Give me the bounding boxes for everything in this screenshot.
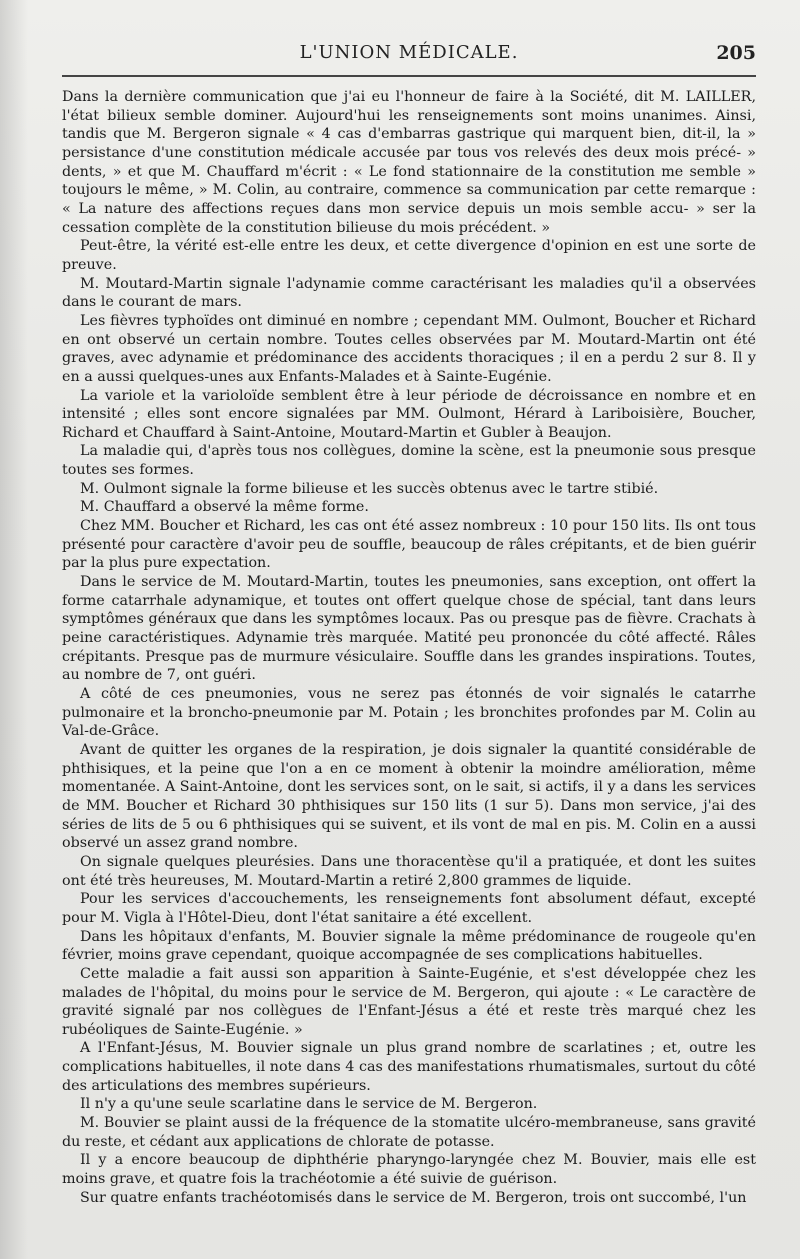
page-header xyxy=(62,42,756,82)
paragraph: M. Chauffard a observé la même forme. xyxy=(80,499,369,516)
paragraph: Cette maladie a fait aussi son apparition à Sainte-Eugénie, et s'est développée chez les malades de l'hôpital, du moins pour le service de M. Bergeron, qui ajoute : « Le caractère de gravité signalé par nos collègues de l'Enfant-Jésus a été et reste très marqué chez les rubéoliques de Sainte-Eugénie. » xyxy=(62,965,756,1038)
paragraph: Les fièvres typhoïdes ont diminué en nombre ; cependant MM. Oulmont, Boucher et Richard en ont observé un certain nombre. Toutes celles observées par M. Moutard-Martin ont été graves, avec adynamie et prédominance des accidents thoraciques ; il en a perdu 2 sur 8. Il y en a aussi quelques-unes aux Enfants-Malades et à Sainte-Eugénie. xyxy=(62,312,756,385)
paragraph: M. Moutard-Martin signale l'adynamie comme caractérisant les maladies qu'il a observées dans le courant de mars. xyxy=(62,275,756,311)
paragraph: Pour les services d'accouchements, les renseignements font absolument défaut, excepté pour M. Vigla à l'Hôtel-Dieu, dont l'état sanitaire a été excellent. xyxy=(62,891,756,926)
paragraph: Il y a encore beaucoup de diphthérie pharyngo-laryngée chez M. Bouvier, mais elle est moins grave, et quatre fois la trachéotomie a été suivie de guérison. xyxy=(62,1152,756,1188)
paragraph: M. Bouvier se plaint aussi de la fréquence de la stomatite ulcéro-membraneuse, sans gravité du reste, et cédant aux applications de chlorate de potasse. xyxy=(62,1115,756,1150)
paragraph: Chez MM. Boucher et Richard, les cas ont été assez nombreux : 10 pour 150 lits. Ils ont tous présenté pour caractère d'avoir peu de souffle, beaucoup de râles crépitants, et de bien guérir par la plus pure expectation. xyxy=(62,518,756,572)
paragraph: A l'Enfant-Jésus, M. Bouvier signale un plus grand nombre de scarlatines ; et, outre les complications habituelles, il note dans 4 cas des manifestations rhumatismales, surtout du côté des articulations des membres supérieurs. xyxy=(62,1040,756,1094)
body-text xyxy=(62,88,756,1207)
paragraph: On signale quelques pleurésies. Dans une thoracentèse qu'il a pratiquée, et dont les suites ont été très heureuses, M. Moutard-Martin a retiré 2,800 grammes de liquide. xyxy=(62,853,756,889)
paragraph: Dans les hôpitaux d'enfants, M. Bouvier signale la même prédominance de rougeole qu'en février, moins grave cependant, quoique accompagnée de ses complications habituelles. xyxy=(62,928,756,964)
paragraph: M. Oulmont signale la forme bilieuse et les succès obtenus avec le tartre stibié. xyxy=(80,480,659,497)
paragraph: Dans le service de M. Moutard-Martin, toutes les pneumonies, sans exception, ont offert la forme catarrhale adynamique, et toutes ont offert quelque chose de spécial, tant dans leurs symptômes généraux que dans les symptômes locaux. Pas ou presque pas de fièvre. Crachats à peine caractéristiques. Adynamie très marquée. Matité peu prononcée du côté affecté. Râles crépitants. Presque pas de murmure vésiculaire. Souffle dans les grandes inspirations. Toutes, au nombre de 7, ont guéri. xyxy=(62,574,756,684)
running-title: L'UNION MÉDICALE. xyxy=(299,42,519,63)
paragraph: Il n'y a qu'une seule scarlatine dans le service de M. Bergeron. xyxy=(80,1096,538,1113)
paragraph: Sur quatre enfants trachéotomisés dans le service de M. Bergeron, trois ont succombé, l'un xyxy=(80,1189,747,1206)
paragraph: Dans la dernière communication que j'ai eu l'honneur de faire à la Société, dit M. LAILLER, l'état bilieux semble dominer. Aujourd'hui les renseignements sont moins unanimes. Ainsi, tandis que M. Bergeron signale « 4 cas d'embarras gastrique qui marquent bien, dit-il, la » persistance d'une constitution médicale accusée par tous vos relevés des deux mois précé- » dents, » et que M. Chauffard m'écrit : « Le fond stationnaire de la constitution me semble » toujours le même, » M. Colin, au contraire, commence sa communication par cette remarque : « La nature des affections reçues dans mon service depuis un mois semble accu- » ser la cessation complète de la constitution bilieuse du mois précédent. » xyxy=(62,89,756,236)
paragraph: Avant de quitter les organes de la respiration, je dois signaler la quantité considérable de phthisiques, et la peine que l'on a en ce moment à obtenir la moindre amélioration, même momentanée. A Saint-Antoine, dont les services sont, on le sait, si actifs, il y a dans les services de MM. Boucher et Richard 30 phthisiques sur 150 lits (1 sur 5). Dans mon service, j'ai des séries de lits de 5 ou 6 phthisiques qui se suivent, et ils vont de mal en pis. M. Colin en a aussi observé un assez grand nombre. xyxy=(62,741,756,852)
paragraph: La maladie qui, d'après tous nos collègues, domine la scène, est la pneumonie sous presque toutes ses formes. xyxy=(62,443,756,479)
paragraph: A côté de ces pneumonies, vous ne serez pas étonnés de voir signalés le catarrhe pulmonaire et la broncho-pneumonie par M. Potain ; les bronchites profondes par M. Colin au Val-de-Grâce. xyxy=(62,686,756,740)
paragraph: La variole et la varioloïde semblent être à leur période de décroissance en nombre et en intensité ; elles sont encore signalées par MM. Oulmont, Hérard à Lariboisière, Boucher, Richard et Chauffard à Saint-Antoine, Moutard-Martin et Gubler à Beaujon. xyxy=(62,387,756,441)
header-rule xyxy=(62,75,756,77)
paragraph: Peut-être, la vérité est-elle entre les deux, et cette divergence d'opinion en est une sorte de preuve. xyxy=(62,238,756,273)
page-number: 205 xyxy=(716,42,756,64)
